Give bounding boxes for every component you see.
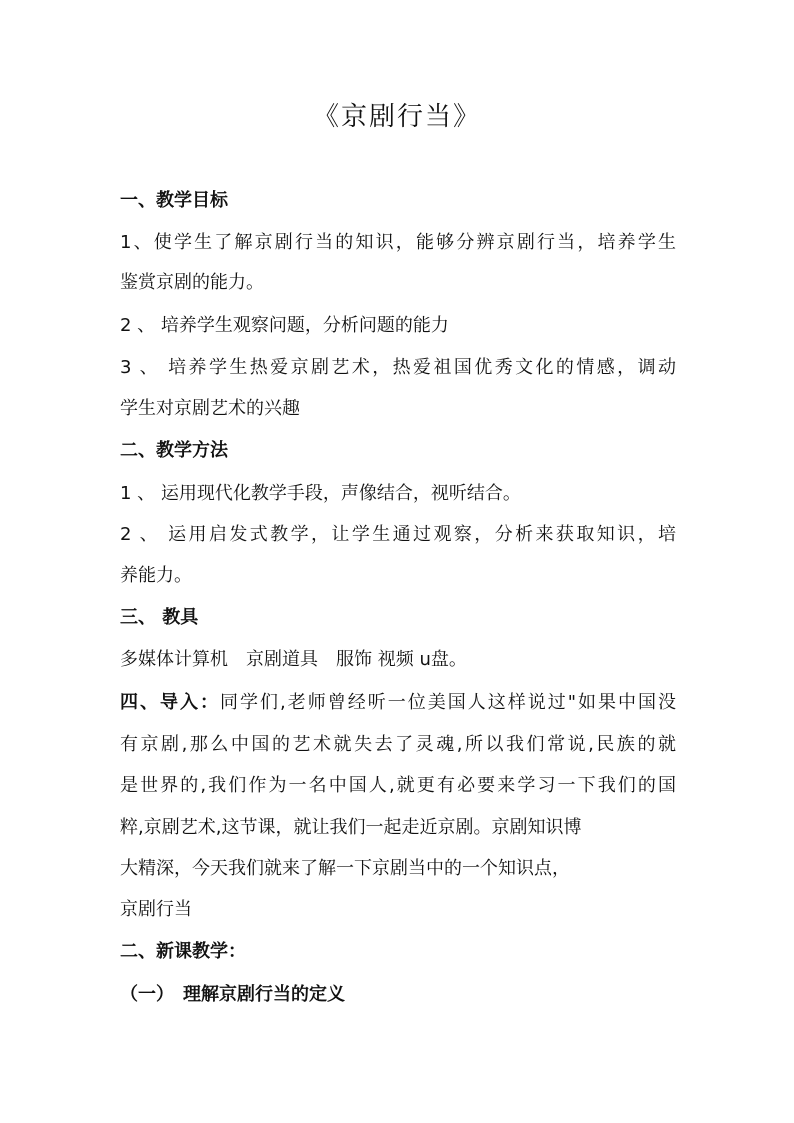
paragraph-line: 1、使学生了解京剧行当的知识，能够分辨京剧行当，培养学生 (120, 232, 676, 253)
paragraph-line: 2 、 培养学生观察问题，分析问题的能力 (120, 315, 449, 336)
paragraph-line: 是世界的,我们作为一名中国人,就更有必要来学习一下我们的国 (120, 775, 676, 796)
paragraph-line: 学生对京剧艺术的兴趣 (120, 398, 300, 419)
paragraph-line: 3 、 培养学生热爱京剧艺术，热爱祖国优秀文化的情感，调动 (120, 357, 676, 378)
paragraph-line: 多媒体计算机 京剧道具 服饰 视频 u盘。 (120, 649, 467, 670)
section-heading-new-lesson: 二、新课教学： (120, 941, 246, 962)
section-heading-methods: 二、教学方法 (120, 440, 228, 461)
section-heading-tools: 三、 教具 (120, 607, 199, 628)
section-heading-objectives: 一、教学目标 (120, 190, 228, 211)
paragraph-line: 鉴赏京剧的能力。 (120, 272, 264, 293)
subsection-heading-definition: （一） 理解京剧行当的定义 (120, 984, 345, 1005)
page-title: 《京剧行当》 (312, 102, 481, 132)
intro-text: 同学们,老师曾经听一位美国人这样说过"如果中国没 (220, 692, 676, 713)
paragraph-line-intro (120, 688, 676, 718)
paragraph-line: 粹,京剧艺术,这节课，就让我们一起走近京剧。京剧知识博 (120, 817, 582, 838)
paragraph-line: 养能力。 (120, 565, 192, 586)
paragraph-line: 2 、 运用启发式教学，让学生通过观察，分析来获取知识，培 (120, 524, 676, 545)
paragraph-line: 有京剧,那么中国的艺术就失去了灵魂,所以我们常说,民族的就 (120, 734, 676, 755)
section-heading-intro: 四、导入： (120, 692, 220, 713)
paragraph-line: 1 、 运用现代化教学手段，声像结合，视听结合。 (120, 483, 521, 504)
paragraph-line: 大精深，今天我们就来了解一下京剧当中的一个知识点， (120, 858, 570, 879)
paragraph-line: 京剧行当 (120, 899, 192, 920)
